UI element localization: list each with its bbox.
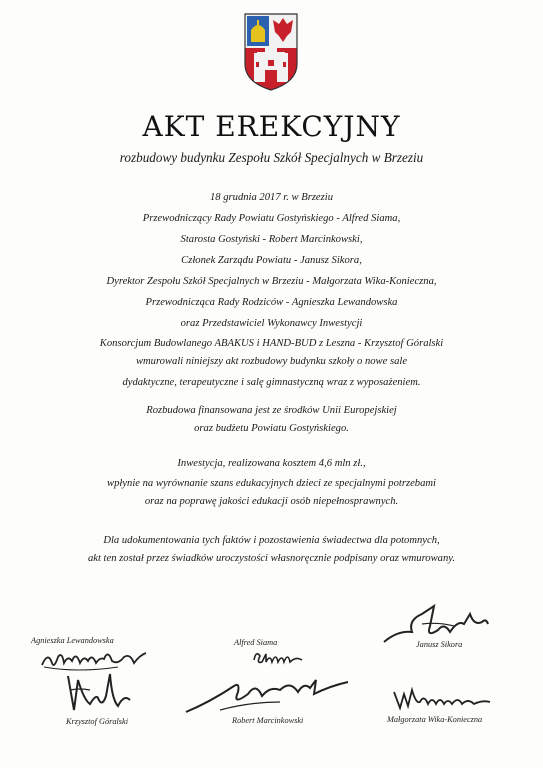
signatory-lewandowska: Agnieszka Lewandowska xyxy=(31,636,114,645)
coat-of-arms xyxy=(243,12,299,92)
signatory-goralski: Krzysztof Góralski xyxy=(66,717,129,726)
investment-line: Inwestycja, realizowana kosztem 4,6 mln zł., xyxy=(177,458,366,469)
investment-line: oraz na poprawę jakości edukacji osób niepełnosprawnych. xyxy=(144,496,399,507)
signatory-siama: Alfred Siama xyxy=(234,638,278,647)
date-line: 18 grudnia 2017 r. w Brzeziu xyxy=(209,192,334,203)
participant-line: Członek Zarządu Powiatu - Janusz Sikora, xyxy=(181,255,362,266)
participant-line: Dyrektor Zespołu Szkół Specjalnych w Brzeziu - Małgorzata Wika-Konieczna, xyxy=(106,276,437,287)
participant-line: Starosta Gostyński - Robert Marcinkowski, xyxy=(180,234,363,245)
participant-line: Konsorcjum Budowlanego ABAKUS i HAND-BUD z Leszna - Krzysztof Góralski xyxy=(99,338,444,349)
participant-line: Przewodnicząca Rady Rodziców - Agnieszka Lewandowska xyxy=(145,297,398,308)
body-line: dydaktyczne, terapeutyczne i salę gimnastyczną wraz z wyposażeniem. xyxy=(122,377,421,388)
signature-sikora xyxy=(378,602,493,646)
body-line: wmurowali niniejszy akt rozbudowy budynku szkoły o nowe sale xyxy=(135,356,408,367)
signature-wika xyxy=(390,686,495,712)
signature-siama xyxy=(250,646,310,668)
signatory-marcinkowski: Robert Marcinkowski xyxy=(232,716,304,725)
signatory-wika: Małgorzata Wika-Konieczna xyxy=(387,715,483,724)
document-subtitle: rozbudowy budynku Zespołu Szkół Specjalnych w Brzeziu xyxy=(119,150,424,165)
funding-line: oraz budżetu Powiatu Gostyńskiego. xyxy=(194,423,349,434)
document-title: AKT EREKCYJNY xyxy=(142,110,401,143)
investment-line: wpłynie na wyrównanie szans edukacyjnych dzieci ze specjalnymi potrzebami xyxy=(107,478,436,489)
signature-goralski xyxy=(60,670,150,718)
funding-line: Rozbudowa finansowana jest ze środków Unii Europejskiej xyxy=(146,405,397,416)
signature-marcinkowski xyxy=(180,672,350,717)
closing-line: akt ten został przez świadków uroczystości własnoręcznie podpisany oraz wmurowany. xyxy=(87,553,456,564)
participant-line: Przewodniczący Rady Powiatu Gostyńskiego - Alfred Siama, xyxy=(142,213,401,224)
signatory-sikora: Janusz Sikora xyxy=(416,640,463,649)
closing-line: Dla udokumentowania tych faktów i pozostawienia świadectwa dla potomnych, xyxy=(103,535,440,546)
participant-line: oraz Przedstawiciel Wykonawcy Inwestycji xyxy=(180,318,363,329)
